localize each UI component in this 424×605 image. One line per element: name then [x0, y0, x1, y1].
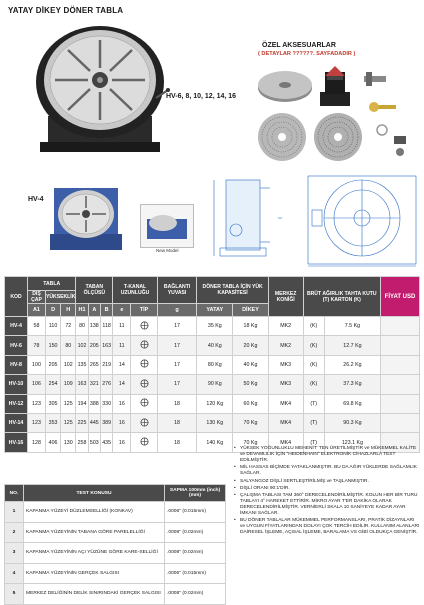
cell-e: 14 [113, 375, 131, 394]
accessories-subtitle: ( DETAYLAR ??????. SAYFADADIR ) [258, 51, 356, 57]
test-cell-sapma: .0006" (0.015mm) [165, 563, 226, 584]
cell-dikey: 40 Kg [233, 355, 269, 374]
test-row [5, 502, 226, 523]
cell-b: 330 [100, 394, 112, 413]
page-title: YATAY DİKEY DÖNER TABLA [8, 6, 124, 15]
cell-e: 16 [113, 394, 131, 413]
test-cell-konu: KAPANMA YÜZEYİNİN TABANA GÖRE PARELELLİĞİ [24, 522, 165, 543]
cell-d: 205 [45, 355, 60, 374]
note-item: • SALYANGOZ DİŞLİ SERTLEŞTİRİLMİŞ ve TAŞLANMIŞTIR. [234, 479, 420, 485]
cell-usd [381, 317, 420, 336]
test-row [5, 543, 226, 564]
cell-tip [131, 413, 157, 432]
cell-b: 118 [100, 317, 112, 336]
tailstock-image [316, 62, 354, 108]
bolt-slot-icon [140, 340, 149, 349]
cell-a: 205 [88, 336, 100, 355]
cell-kutu: (T) [303, 413, 324, 432]
cell-yatay: 80 Kg [197, 355, 233, 374]
bolt-slot-icon [140, 359, 149, 368]
spec-row [5, 375, 420, 394]
cell-b: 389 [100, 413, 112, 432]
cell-a1: 78 [28, 336, 46, 355]
cell-brut: 90.3 Kg [324, 413, 380, 432]
col-d: D [45, 304, 60, 317]
cell-h1: 80 [76, 317, 88, 336]
cell-d: 254 [45, 375, 60, 394]
cell-merkez: MK4 [268, 413, 303, 432]
col-t-kanal: T-KANAL UZUNLUĞU [113, 277, 157, 304]
cell-yatay: 40 Kg [197, 336, 233, 355]
cell-g: 17 [157, 336, 197, 355]
test-cell-sapma: .0006" (0.015mm) [165, 502, 226, 523]
cell-yatay: 90 Kg [197, 375, 233, 394]
cell-tip [131, 336, 157, 355]
test-row [5, 584, 226, 605]
cell-a1: 100 [28, 355, 46, 374]
cell-dikey: 70 Kg [233, 413, 269, 432]
col-b: B [100, 304, 112, 317]
test-cell-sapma: .0008" (0.02mm) [165, 584, 226, 605]
spec-row [5, 355, 420, 374]
cell-brut: 12.7 Kg [324, 336, 380, 355]
cell-brut: 7.5 Kg [324, 317, 380, 336]
test-cell-no: 1 [5, 502, 24, 523]
note-item: • ÇALIŞMA TABLASI TAM 360° DERECELENDİRİLMİŞTİR. KOLUN HER BİR TURU TABLAYI 4° HAREKET ETTİRİR. MİKRO AYAR T'ER DAKİKA OLARAK DERECELENDİRİLMİŞTİR. VERNİERLİ SKALA 10 SANİYEYE KADAR AYAR İMKANI SAĞLAR. [234, 493, 420, 517]
cell-d: 150 [45, 336, 60, 355]
col-yatay: YATAY [197, 304, 233, 317]
cell-a: 445 [88, 413, 100, 432]
col-taban-olcusu: TABAN ÖLÇÜSÜ [76, 277, 113, 304]
test-col-konu: TEST KONUSU [24, 485, 165, 502]
bolt-slot-icon [140, 379, 149, 388]
col-doner: DÖNER TABLA İÇİN YÜK KAPASİTESİ [197, 277, 268, 304]
models-label-large: HV-6, 8, 10, 12, 14, 16 [166, 93, 237, 100]
cell-d: 305 [45, 394, 60, 413]
cell-h: 125 [61, 413, 76, 432]
col-brut: BRÜT AĞIRLIK TAHTA KUTU (T) KARTON (K) [303, 277, 380, 317]
cell-usd [381, 336, 420, 355]
cell-usd [381, 355, 420, 374]
cell-h: 102 [61, 355, 76, 374]
test-col-sapma: SAPMA 100mm (inch) (mm) [165, 485, 226, 502]
cell-a: 138 [88, 317, 100, 336]
cell-yatay: 35 Kg [197, 317, 233, 336]
cell-a: 265 [88, 355, 100, 374]
cell-kod: HV-16 [5, 433, 28, 452]
spec-row [5, 336, 420, 355]
index-plate-2-image [312, 112, 364, 162]
test-row [5, 522, 226, 543]
new-model-caption: New Model [156, 248, 179, 253]
col-fiyat: FİYAT USD [381, 277, 420, 317]
cell-kod: HV-10 [5, 375, 28, 394]
cell-usd [381, 413, 420, 432]
test-cell-sapma: .0008" (0.02mm) [165, 522, 226, 543]
chuck-jaw-image [362, 68, 390, 90]
col-tip: TİP [131, 304, 157, 317]
cell-dikey: 50 Kg [233, 375, 269, 394]
cell-kod: HV-6 [5, 336, 28, 355]
cell-a: 388 [88, 394, 100, 413]
cell-tip [131, 317, 157, 336]
cell-tip [131, 355, 157, 374]
test-cell-no: 4 [5, 563, 24, 584]
cell-dikey: 70 Kg [233, 433, 269, 452]
cell-d: 353 [45, 413, 60, 432]
cell-b: 219 [100, 355, 112, 374]
note-item: • DİŞLİ ORANI 90:1'DİR. [234, 486, 420, 492]
col-a1: A1 [28, 304, 46, 317]
col-h1: H1 [76, 304, 88, 317]
cell-g: 18 [157, 433, 197, 452]
bolt-slot-icon [140, 418, 149, 427]
cell-g: 18 [157, 394, 197, 413]
cell-merkez: MK3 [268, 355, 303, 374]
col-dis-cap: DIŞ ÇAP [28, 291, 46, 304]
cell-b: 163 [100, 336, 112, 355]
cell-b: 276 [100, 375, 112, 394]
cell-brut: 26.2 Kg [324, 355, 380, 374]
cell-a: 321 [88, 375, 100, 394]
cell-merkez: MK2 [268, 336, 303, 355]
cell-kutu: (K) [303, 355, 324, 374]
cell-h1: 102 [76, 336, 88, 355]
cell-a: 503 [88, 433, 100, 452]
cell-tip [131, 375, 157, 394]
cell-kutu: (K) [303, 317, 324, 336]
cell-yatay: 140 Kg [197, 433, 233, 452]
new-model-image [140, 204, 194, 248]
cell-dikey: 20 Kg [233, 336, 269, 355]
cell-usd [381, 375, 420, 394]
cell-g: 18 [157, 413, 197, 432]
cell-g: 17 [157, 355, 197, 374]
cell-h1: 225 [76, 413, 88, 432]
cell-kutu: (T) [303, 394, 324, 413]
cell-merkez: MK2 [268, 317, 303, 336]
cell-a1: 128 [28, 433, 46, 452]
model-label-hv4: HV-4 [28, 196, 44, 203]
cell-h1: 135 [76, 355, 88, 374]
cell-tip [131, 433, 157, 452]
cell-kutu: (T) [303, 433, 324, 452]
cell-a1: 123 [28, 413, 46, 432]
bolt-slot-icon [140, 437, 149, 446]
cell-h: 130 [61, 433, 76, 452]
cell-g: 17 [157, 375, 197, 394]
spec-table [4, 276, 420, 453]
cell-e: 16 [113, 433, 131, 452]
col-yukseklik: YÜKSEKLİK [45, 291, 75, 304]
cell-d: 406 [45, 433, 60, 452]
spec-row [5, 413, 420, 432]
cell-kod: HV-8 [5, 355, 28, 374]
cell-a1: 106 [28, 375, 46, 394]
cell-e: 11 [113, 336, 131, 355]
cell-kutu: (K) [303, 336, 324, 355]
note-item: • MİL HASSAS BİÇİMDE YATAKLANMIŞTIR. BU DA AĞIR YÜKLERDE SAĞLAMLIK SAĞLAR. [234, 465, 420, 477]
cell-e: 11 [113, 317, 131, 336]
cell-dikey: 18 Kg [233, 317, 269, 336]
test-cell-konu: KAPANMA YÜZEYİ DÜZLEMSELLİĞİ (KONKAV) [24, 502, 165, 523]
test-row [5, 563, 226, 584]
col-kod: KOD [5, 277, 28, 317]
cell-e: 16 [113, 413, 131, 432]
technical-drawing [212, 170, 420, 270]
cell-d: 110 [45, 317, 60, 336]
cell-h1: 163 [76, 375, 88, 394]
cell-merkez: MK4 [268, 394, 303, 413]
test-cell-no: 5 [5, 584, 24, 605]
cell-brut: 123.1 Kg [324, 433, 380, 452]
test-cell-no: 3 [5, 543, 24, 564]
t-bolt-image [368, 96, 402, 118]
note-item: • YÜKSEK YOĞUNLUKLU MEHENİT' TEN ÜRETİLMİŞTİR ve MÜKEMMEL KALİTE ve DEVAMLILIK İÇİN "HEIDENHAIN" ELEKTRONİK CİHAZLARLA TEST EDİLMİŞTİR. [234, 446, 420, 464]
index-plate-1-image [256, 112, 308, 162]
cell-a1: 123 [28, 394, 46, 413]
test-col-no: NO. [5, 485, 24, 502]
accessory-plate-image [256, 64, 314, 106]
spec-row [5, 394, 420, 413]
cell-merkez: MK4 [268, 433, 303, 452]
spec-row [5, 317, 420, 336]
cell-h1: 194 [76, 394, 88, 413]
cell-kod: HV-12 [5, 394, 28, 413]
test-table [4, 484, 226, 605]
cell-dikey: 60 Kg [233, 394, 269, 413]
index-pin-image [370, 118, 410, 162]
cell-yatay: 130 Kg [197, 413, 233, 432]
cell-h: 125 [61, 394, 76, 413]
cell-tip [131, 394, 157, 413]
rotary-table-large-image [30, 24, 170, 156]
cell-usd [381, 394, 420, 413]
note-item: • BU DÖNER TABLALAR MÜKEMMEL PERFORMANSLARI, PRATİK DİZAYNLARI ve UYGUN FİYATLARINDAN DOLAYI ÇOK TERCİH EDİLİR. KULLANIM ALANLARI DAİRESEL İŞLEME, AÇISAL İŞLEME, BARALAMA VS GİBİ OLDUKÇA GENİŞTİR. [234, 518, 420, 536]
cell-h: 80 [61, 336, 76, 355]
test-cell-no: 2 [5, 522, 24, 543]
col-tabla: TABLA [28, 277, 76, 291]
col-merkez: MERKEZ KONİĞİ [268, 277, 303, 317]
feature-notes [234, 446, 420, 538]
bolt-slot-icon [140, 398, 149, 407]
col-a: A [88, 304, 100, 317]
cell-kutu: (K) [303, 375, 324, 394]
cell-brut: 69.8 Kg [324, 394, 380, 413]
cell-h: 72 [61, 317, 76, 336]
cell-a1: 58 [28, 317, 46, 336]
test-cell-sapma: .0008" (0.02mm) [165, 543, 226, 564]
cell-b: 435 [100, 433, 112, 452]
cell-h1: 258 [76, 433, 88, 452]
cell-e: 14 [113, 355, 131, 374]
cell-kod: HV-14 [5, 413, 28, 432]
accessories-title: ÖZEL AKSESUARLAR [262, 42, 336, 49]
col-g: g [157, 304, 197, 317]
test-cell-konu: MERKEZ DELİĞİNİN DELİK SINIRINDAKİ GERÇEK SALGISI [24, 584, 165, 605]
col-dikey: DİKEY [233, 304, 269, 317]
cell-yatay: 120 Kg [197, 394, 233, 413]
bolt-slot-icon [140, 321, 149, 330]
rotary-table-hv4-image [44, 174, 128, 256]
cell-h: 109 [61, 375, 76, 394]
cell-brut: 37.3 Kg [324, 375, 380, 394]
col-baglanti: BAĞLANTI YUVASI [157, 277, 197, 304]
test-cell-konu: KAPANMA YÜZEYİNİN AÇI YÜZÜNE GÖRE KARE-SELLİĞİ [24, 543, 165, 564]
col-h: H [61, 304, 76, 317]
cell-merkez: MK3 [268, 375, 303, 394]
cell-g: 17 [157, 317, 197, 336]
col-e: e [113, 304, 131, 317]
cell-kod: HV-4 [5, 317, 28, 336]
test-cell-konu: KAPANMA YÜZEYİNİN GERÇEK SALGISI [24, 563, 165, 584]
